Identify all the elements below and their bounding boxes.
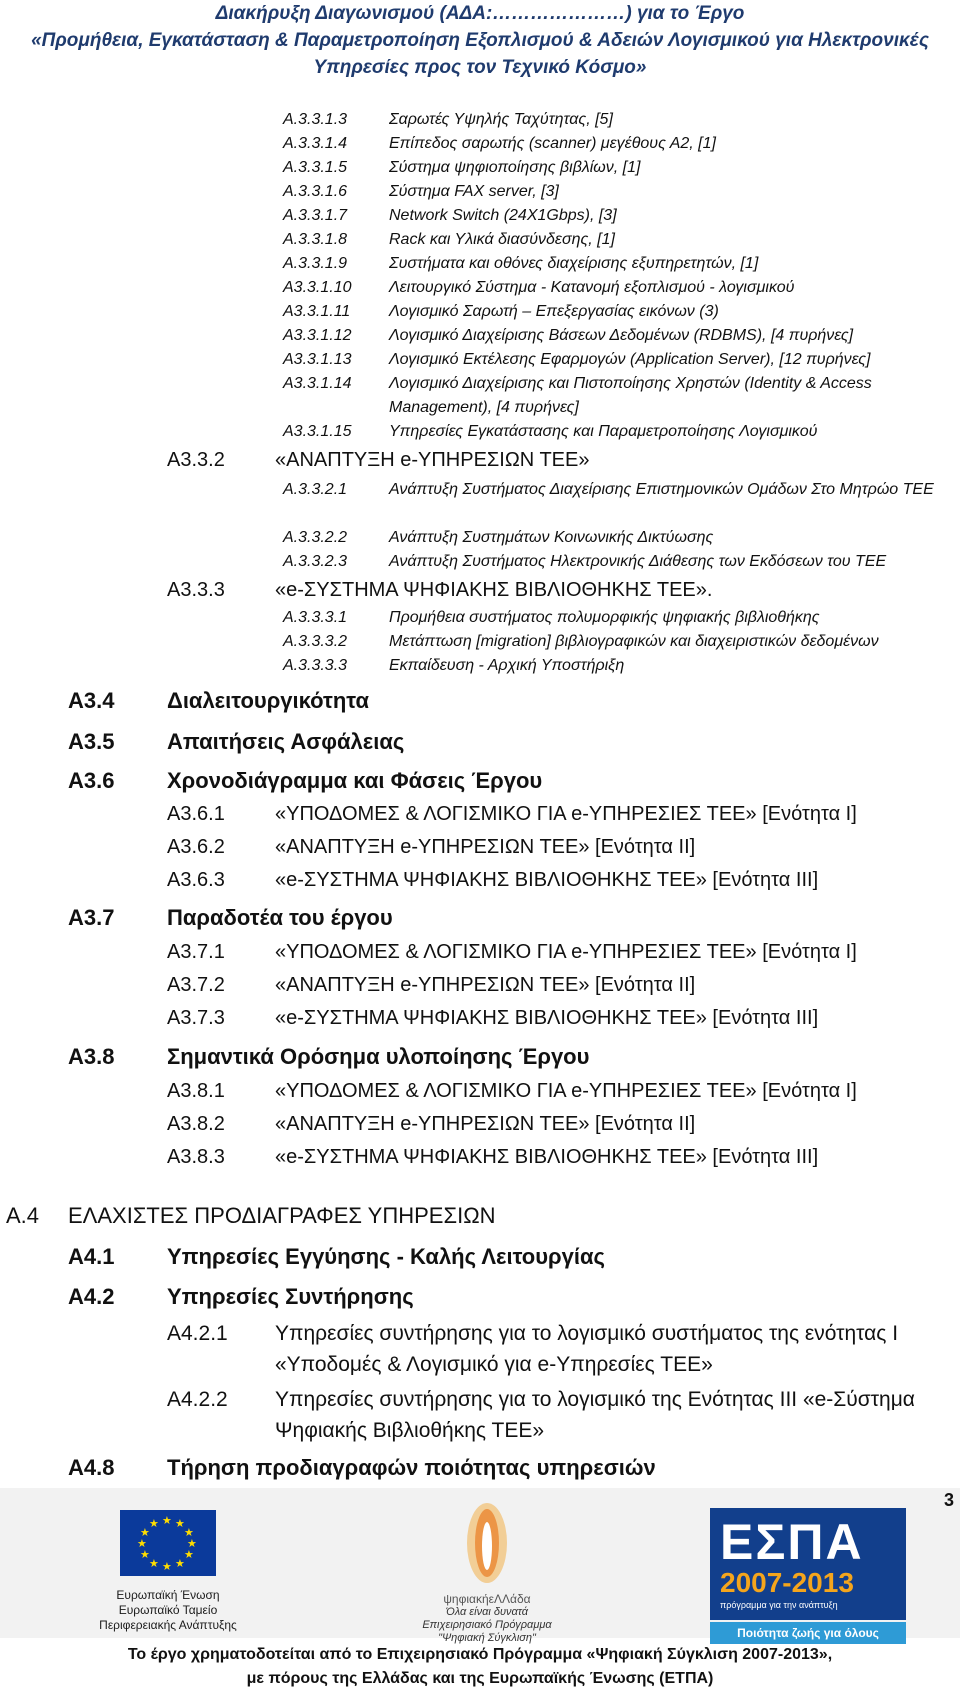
- eu-flag-icon: ★ ★ ★ ★ ★ ★ ★ ★ ★ ★ ★ ★: [120, 1510, 216, 1576]
- toc-text: Network Switch (24X1Gbps), [3]: [389, 207, 617, 224]
- toc-number: Α3.6.1: [167, 803, 225, 825]
- toc-number: Α3.3.2: [167, 449, 225, 471]
- toc-number: Α3.3.1.13: [283, 351, 352, 368]
- funding-note-line-1: Το έργο χρηματοδοτείται από το Επιχειρησιακό Πρόγραμμα «Ψηφιακή Σύγκλιση 2007-2013»,: [127, 1646, 833, 1663]
- toc-number: Α3.6.2: [167, 836, 225, 858]
- toc-text: «ΥΠΟΔΟΜΕΣ & ΛΟΓΙΣΜΙΚΟ ΓΙΑ e-ΥΠΗΡΕΣΙΕΣ ΤΕΕ» [Ενότητα Ι]: [275, 803, 857, 825]
- toc-number: Α3.8.1: [167, 1080, 225, 1102]
- toc-number: Α4.2.2: [167, 1388, 228, 1411]
- toc-text: Παραδοτέα του έργου: [167, 905, 393, 930]
- toc-text: «ΑΝΑΠΤΥΞΗ e-ΥΠΗΡΕΣΙΩΝ ΤΕΕ» [Ενότητα ΙΙ]: [275, 974, 696, 996]
- dg-text-3: Επιχειρησιακό Πρόγραμμα: [422, 1619, 552, 1631]
- toc-number: Α4.2.1: [167, 1322, 228, 1345]
- toc-text: Λογισμικό Εκτέλεσης Εφαρμογών (Application Server), [12 πυρήνες]: [389, 351, 871, 368]
- toc-number: Α3.3.1.10: [283, 279, 352, 296]
- toc-text: ΕΛΑΧΙΣΤΕΣ ΠΡΟΔΙΑΓΡΑΦΕΣ ΥΠΗΡΕΣΙΩΝ: [68, 1203, 496, 1228]
- espa-logo: [710, 1508, 920, 1644]
- funding-note: [0, 1643, 960, 1691]
- toc-text: Επίπεδος σαρωτής (scanner) μεγέθους Α2, [1]: [389, 135, 716, 152]
- toc-number: Α4.8: [68, 1455, 115, 1480]
- toc-text: Υπηρεσίες συντήρησης για το λογισμικό συστήματος της ενότητας Ι «Υποδομές & Λογισμικό για e-Υπηρεσίες ΤΕΕ»: [275, 1322, 899, 1376]
- digital-greece-logo: [412, 1498, 562, 1645]
- toc-number: Α3.5: [68, 729, 115, 754]
- toc-text: Υπηρεσίες Εγκατάστασης και Παραμετροποίησης Λογισμικού: [389, 423, 818, 440]
- toc-text: Υπηρεσίες συντήρησης για το λογισμικό της Ενότητας ΙΙΙ «e-Σύστημα Ψηφιακής Βιβλιοθήκης ΤΕΕ»: [275, 1388, 915, 1442]
- toc-number: Α.3.3.3.1: [283, 609, 348, 626]
- toc-text: Λογισμικό Διαχείρισης Βάσεων Δεδομένων (RDBMS), [4 πυρήνες]: [389, 327, 854, 344]
- toc-number: Α3.4: [68, 688, 115, 713]
- toc-number: Α3.3.1.15: [283, 423, 352, 440]
- espa-years: 2007-2013: [720, 1567, 854, 1598]
- toc-text: Τήρηση προδιαγραφών ποιότητας υπηρεσιών: [167, 1455, 656, 1480]
- espa-subtitle: πρόγραμμα για την ανάπτυξη: [720, 1600, 838, 1610]
- toc-text: Λογισμικό Διαχείρισης και Πιστοποίησης Χρηστών (Identity & Access Management), [4 πυρήνες]: [389, 375, 872, 416]
- toc-number: Α.3.3.1.8: [283, 231, 348, 248]
- toc-text: Λειτουργικό Σύστημα - Κατανομή εξοπλισμού - λογισμικού: [389, 279, 795, 296]
- toc-text: Μετάπτωση [migration] βιβλιογραφικών και διαχειριστικών δεδομένων: [389, 633, 879, 650]
- toc-text: Προμήθεια συστήματος πολυμορφικής ψηφιακής βιβλιοθήκης: [389, 609, 820, 626]
- toc-number: Α3.7: [68, 905, 115, 930]
- toc-number: Α.3.3.2.3: [283, 553, 348, 570]
- toc-text: «ΑΝΑΠΤΥΞΗ e-ΥΠΗΡΕΣΙΩΝ ΤΕΕ» [Ενότητα ΙΙ]: [275, 1113, 696, 1135]
- toc-number: Α.3.3.1.6: [283, 183, 348, 200]
- toc-text: «e-ΣΥΣΤΗΜΑ ΨΗΦΙΑΚΗΣ ΒΙΒΛΙΟΘΗΚΗΣ ΤΕΕ» [Ενότητα ΙΙΙ]: [275, 1007, 819, 1029]
- dg-text-4: "Ψηφιακή Σύγκλιση": [438, 1632, 536, 1644]
- eu-text-3: Περιφερειακής Ανάπτυξης: [99, 1618, 237, 1632]
- toc-text: Σημαντικά Ορόσημα υλοποίησης Έργου: [167, 1044, 590, 1069]
- toc-number: Α4.1: [68, 1244, 115, 1269]
- espa-box: [710, 1508, 906, 1620]
- toc-text: Σύστημα FAX server, [3]: [389, 183, 559, 200]
- toc-text: Διαλειτουργικότητα: [167, 688, 369, 713]
- toc-number: Α4.2: [68, 1284, 115, 1309]
- toc-text: Σύστημα ψηφιοποίησης βιβλίων, [1]: [389, 159, 641, 176]
- eu-logo: [68, 1510, 268, 1633]
- espa-title: ΕΣΠΑ: [720, 1514, 864, 1570]
- toc-number: Α.3.3.3.2: [283, 633, 348, 650]
- document-header: [0, 0, 960, 81]
- toc-number: Α3.8.2: [167, 1113, 225, 1135]
- toc-number: Α3.3.1.14: [283, 375, 352, 392]
- espa-slogan: Ποιότητα ζωής για όλους: [710, 1622, 906, 1644]
- toc-number: Α3.7.1: [167, 941, 225, 963]
- toc-text: Χρονοδιάγραμμα και Φάσεις Έργου: [167, 768, 543, 793]
- toc-text: Υπηρεσίες Συντήρησης: [167, 1284, 414, 1309]
- funding-note-line-2: με πόρους της Ελλάδας και της Ευρωπαϊκής Ένωσης (ΕΤΠΑ): [246, 1670, 714, 1687]
- toc-text: Ανάπτυξη Συστήματος Διαχείρισης Επιστημονικών Ομάδων Στο Μητρώο ΤΕΕ: [389, 481, 934, 498]
- toc-number: Α.3.3.2.1: [283, 481, 348, 498]
- dg-text-2: Όλα είναι δυνατά: [445, 1606, 529, 1618]
- toc-text: Απαιτήσεις Ασφάλειας: [167, 729, 405, 754]
- toc-text: Rack και Υλικά διασύνδεσης, [1]: [389, 231, 615, 248]
- dg-text-1: ψηφιακήεΛΛάδα: [443, 1592, 531, 1606]
- toc-number: Α.3.3.1.7: [283, 207, 348, 224]
- toc-text: Ανάπτυξη Συστημάτων Κοινωνικής Δικτύωσης: [389, 529, 714, 546]
- header-line-1: Διακήρυξη Διαγωνισμού (ΑΔΑ:…………………) για το Έργο: [215, 3, 745, 24]
- toc-number: Α.3.3.1.4: [283, 135, 348, 152]
- toc-number: Α.4: [6, 1203, 40, 1228]
- eu-text-2: Ευρωπαϊκό Ταμείο: [118, 1603, 218, 1617]
- toc-number: Α3.6: [68, 768, 115, 793]
- toc-text: Σαρωτές Υψηλής Ταχύτητας, [5]: [389, 111, 613, 128]
- toc-number: Α3.3.3: [167, 579, 225, 601]
- toc-text: «ΑΝΑΠΤΥΞΗ e-ΥΠΗΡΕΣΙΩΝ ΤΕΕ»: [275, 449, 590, 471]
- toc-number: Α.3.3.1.5: [283, 159, 348, 176]
- toc-text: «e-ΣΥΣΤΗΜΑ ΨΗΦΙΑΚΗΣ ΒΙΒΛΙΟΘΗΚΗΣ ΤΕΕ» [Ενότητα ΙΙΙ]: [275, 869, 819, 891]
- toc-text: «ΑΝΑΠΤΥΞΗ e-ΥΠΗΡΕΣΙΩΝ ΤΕΕ» [Ενότητα ΙΙ]: [275, 836, 696, 858]
- toc-number: Α3.3.1.11: [283, 303, 351, 320]
- toc-text: Συστήματα και οθόνες διαχείρισης εξυπηρετητών, [1]: [389, 255, 759, 272]
- toc-text: Υπηρεσίες Εγγύησης - Καλής Λειτουργίας: [167, 1244, 605, 1269]
- toc-number: Α3.6.3: [167, 869, 225, 891]
- toc-text: «ΥΠΟΔΟΜΕΣ & ΛΟΓΙΣΜΙΚΟ ΓΙΑ e-ΥΠΗΡΕΣΙΕΣ ΤΕΕ» [Ενότητα Ι]: [275, 1080, 857, 1102]
- toc-text: «e-ΣΥΣΤΗΜΑ ΨΗΦΙΑΚΗΣ ΒΙΒΛΙΟΘΗΚΗΣ ΤΕΕ» [Ενότητα ΙΙΙ]: [275, 1146, 819, 1168]
- toc-number: Α.3.3.3.3: [283, 657, 348, 674]
- toc-text: Εκπαίδευση - Αρχική Υποστήριξη: [389, 657, 625, 674]
- toc-number: Α3.7.3: [167, 1007, 225, 1029]
- eu-text-1: Ευρωπαϊκή Ένωση: [116, 1588, 220, 1602]
- page-number: 3: [944, 1490, 955, 1510]
- toc-text: «ΥΠΟΔΟΜΕΣ & ΛΟΓΙΣΜΙΚΟ ΓΙΑ e-ΥΠΗΡΕΣΙΕΣ ΤΕΕ» [Ενότητα Ι]: [275, 941, 857, 963]
- toc-number: Α3.8.3: [167, 1146, 225, 1168]
- toc-number: Α.3.3.1.9: [283, 255, 348, 272]
- toc-number: Α.3.3.2.2: [283, 529, 348, 546]
- toc-number: Α3.7.2: [167, 974, 225, 996]
- toc-number: Α3.3.1.12: [283, 327, 352, 344]
- toc-number: Α3.8: [68, 1044, 115, 1069]
- header-line-2: «Προμήθεια, Εγκατάσταση & Παραμετροποίηση Εξοπλισμού & Αδειών Λογισμικού για Ηλεκτρονικές: [31, 30, 929, 51]
- toc-text: «e-ΣΥΣΤΗΜΑ ΨΗΦΙΑΚΗΣ ΒΙΒΛΙΟΘΗΚΗΣ ΤΕΕ».: [275, 579, 713, 601]
- toc-text: Ανάπτυξη Συστήματος Ηλεκτρονικής Διάθεσης των Εκδόσεων του ΤΕΕ: [389, 553, 887, 570]
- swirl-icon: [452, 1498, 522, 1588]
- toc-text: Λογισμικό Σαρωτή – Επεξεργασίας εικόνων (3): [389, 303, 719, 320]
- toc-number: Α.3.3.1.3: [283, 111, 348, 128]
- header-line-3: Υπηρεσίες προς τον Τεχνικό Κόσμο»: [313, 57, 647, 78]
